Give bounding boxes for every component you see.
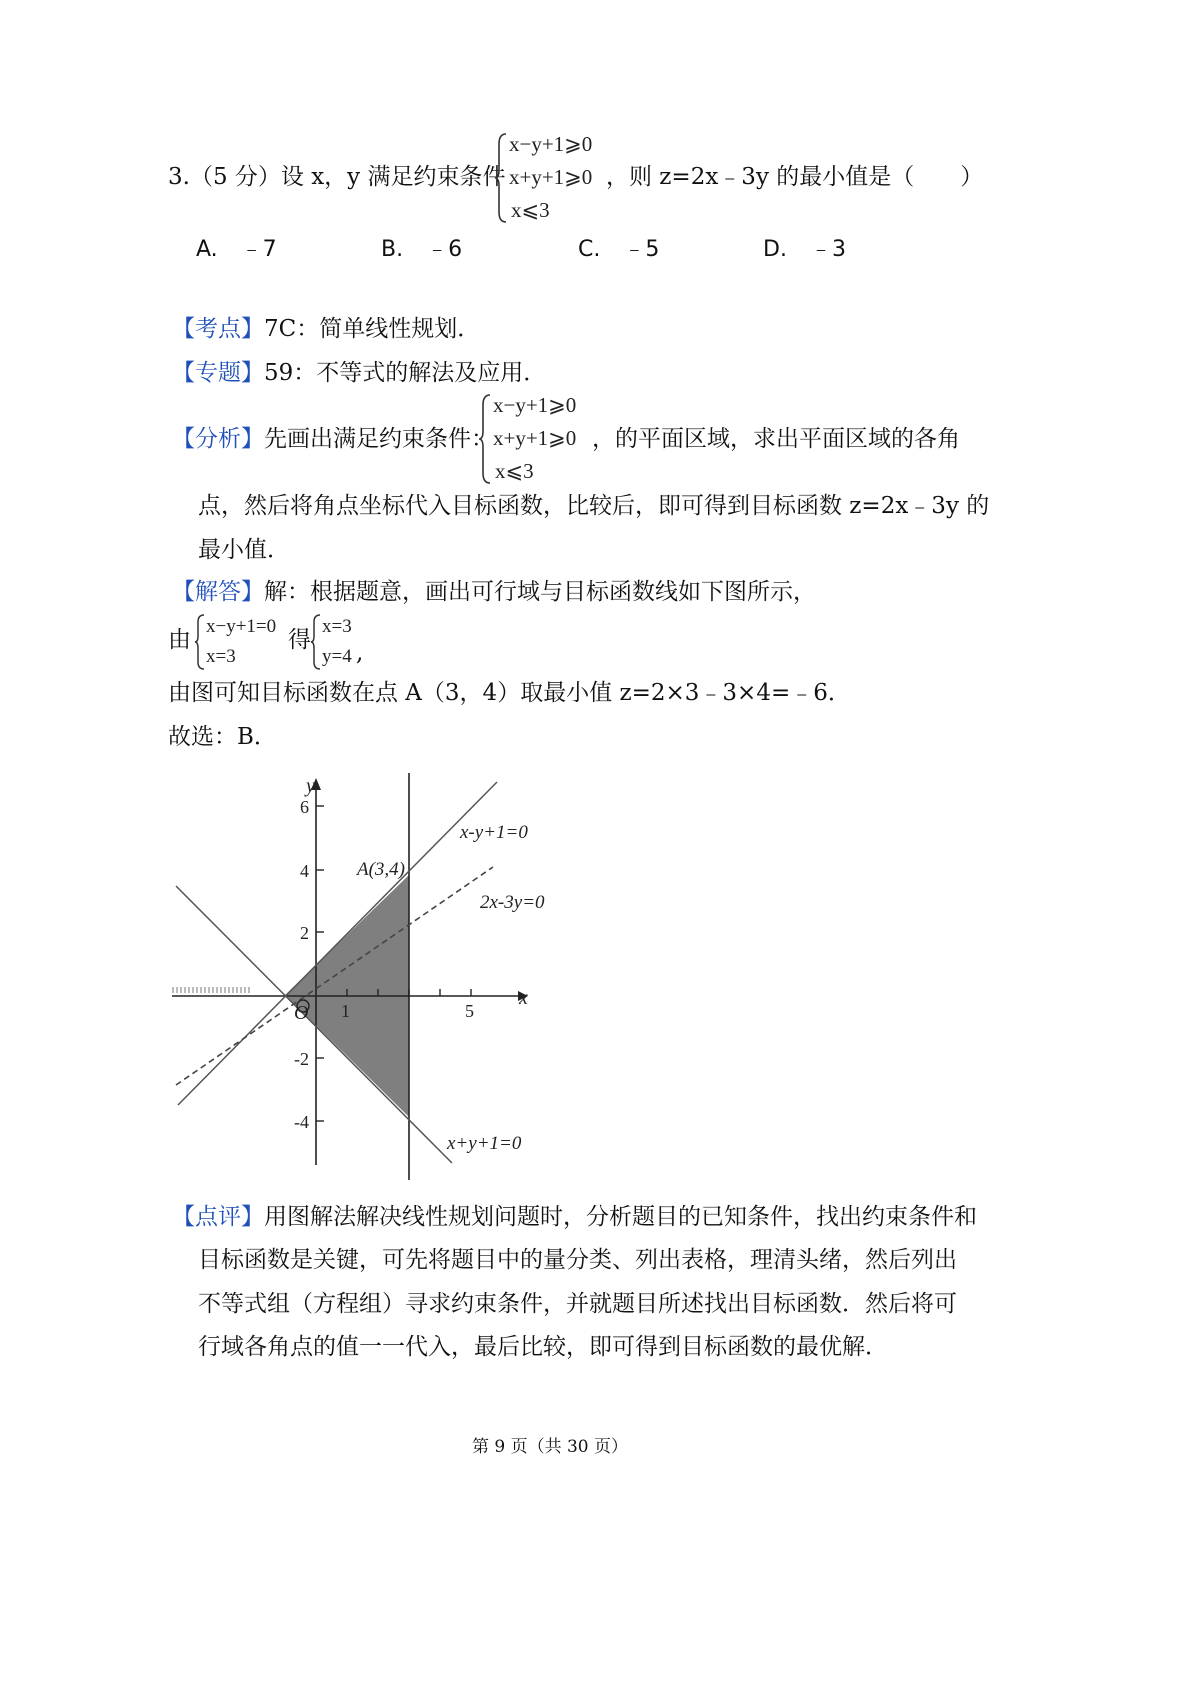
option-b: B. ﹣6 xyxy=(381,237,463,262)
y-tick-label: -4 xyxy=(294,1112,309,1132)
constraint-line: x−y+1⩾0 xyxy=(509,132,593,156)
fenxi-constraint-system xyxy=(478,393,590,485)
line-label: x-y+1=0 xyxy=(460,822,528,843)
point-a-label: A(3,4) xyxy=(357,859,406,880)
x-axis-label: x xyxy=(519,987,528,1009)
question-tail: ，则 z=2x﹣3y 的最小值是（ ） xyxy=(606,164,984,190)
zhuanti-line: 【专题】59：不等式的解法及应用． xyxy=(172,360,547,386)
jieda-line1: 【解答】解：根据题意，画出可行域与目标函数线如下图所示， xyxy=(172,579,816,605)
constraint-line: x⩽3 xyxy=(495,459,534,483)
line-objective-dashed xyxy=(176,867,493,1085)
equation-line: x=3 xyxy=(322,616,352,637)
constraint-line: x−y+1⩾0 xyxy=(493,393,577,417)
x-tick-label: 5 xyxy=(465,1001,474,1021)
dianping-line3: 不等式组（方程组）寻求约束条件，并就题目所述找出目标函数．然后将可 xyxy=(198,1291,957,1317)
line-label: 2x-3y=0 xyxy=(480,892,545,913)
constraint-line: x+y+1⩾0 xyxy=(493,426,577,450)
fenxi-line1: 【分析】先画出满足约束条件： xyxy=(172,426,494,452)
y-tick-label: 2 xyxy=(300,923,309,943)
equation-line: x−y+1=0 xyxy=(206,616,277,637)
constraint-line: x⩽3 xyxy=(511,198,550,222)
fenxi-line3: 最小值． xyxy=(198,537,290,563)
option-c: C. ﹣5 xyxy=(578,237,660,262)
jieda-you: 由 xyxy=(168,627,191,653)
fenxi-line2: 点，然后将角点坐标代入目标函数，比较后，即可得到目标函数 z=2x﹣3y 的 xyxy=(198,493,990,519)
brace-icon xyxy=(194,613,206,671)
jieda-line3: 由图可知目标函数在点 A（3，4）取最小值 z=2×3﹣3×4=﹣6． xyxy=(168,680,851,706)
equation-line: x=3 xyxy=(206,646,236,667)
line-x-minus-y-plus-1 xyxy=(178,782,497,1105)
jieda-system-1 xyxy=(194,613,290,671)
x-tick-label: 1 xyxy=(341,1001,350,1021)
feasible-region-graph xyxy=(160,770,580,1190)
origin-label: O xyxy=(294,1002,309,1024)
line-label: x+y+1=0 xyxy=(447,1133,522,1154)
question-constraint-system xyxy=(494,132,604,224)
constraint-line: x+y+1⩾0 xyxy=(509,165,593,189)
question-stem: 3.（5 分）设 x，y 满足约束条件 xyxy=(168,164,506,190)
brace-icon xyxy=(310,613,322,671)
jieda-line4: 故选：B． xyxy=(168,724,277,750)
page-footer: 第 9 页（共 30 页） xyxy=(471,1437,629,1457)
dianping-line4: 行域各角点的值一一代入，最后比较，即可得到目标函数的最优解． xyxy=(198,1334,888,1360)
jieda-comma: , xyxy=(356,640,364,666)
brace-icon xyxy=(478,393,492,485)
option-d: D. ﹣3 xyxy=(763,237,846,262)
equation-line: y=4 xyxy=(322,646,352,667)
y-tick-label: 6 xyxy=(300,797,309,817)
brace-icon xyxy=(494,132,508,224)
kaodian-line: 【考点】7C：简单线性规划． xyxy=(172,316,481,342)
option-a: A. ﹣7 xyxy=(196,237,277,262)
fenxi-tail: ，的平面区域，求出平面区域的各角 xyxy=(592,426,960,452)
y-axis-label: y xyxy=(306,775,315,797)
line-x-plus-y-plus-1 xyxy=(176,886,452,1163)
dianping-line2: 目标函数是关键，可先将题目中的量分类、列出表格，理清头绪，然后列出 xyxy=(198,1247,957,1273)
y-tick-label: 4 xyxy=(300,861,309,881)
dianping-line1: 【点评】用图解法解决线性规划问题时，分析题目的已知条件，找出约束条件和 xyxy=(172,1204,977,1230)
jieda-de: 得 xyxy=(288,627,311,653)
y-tick-label: -2 xyxy=(294,1049,309,1069)
